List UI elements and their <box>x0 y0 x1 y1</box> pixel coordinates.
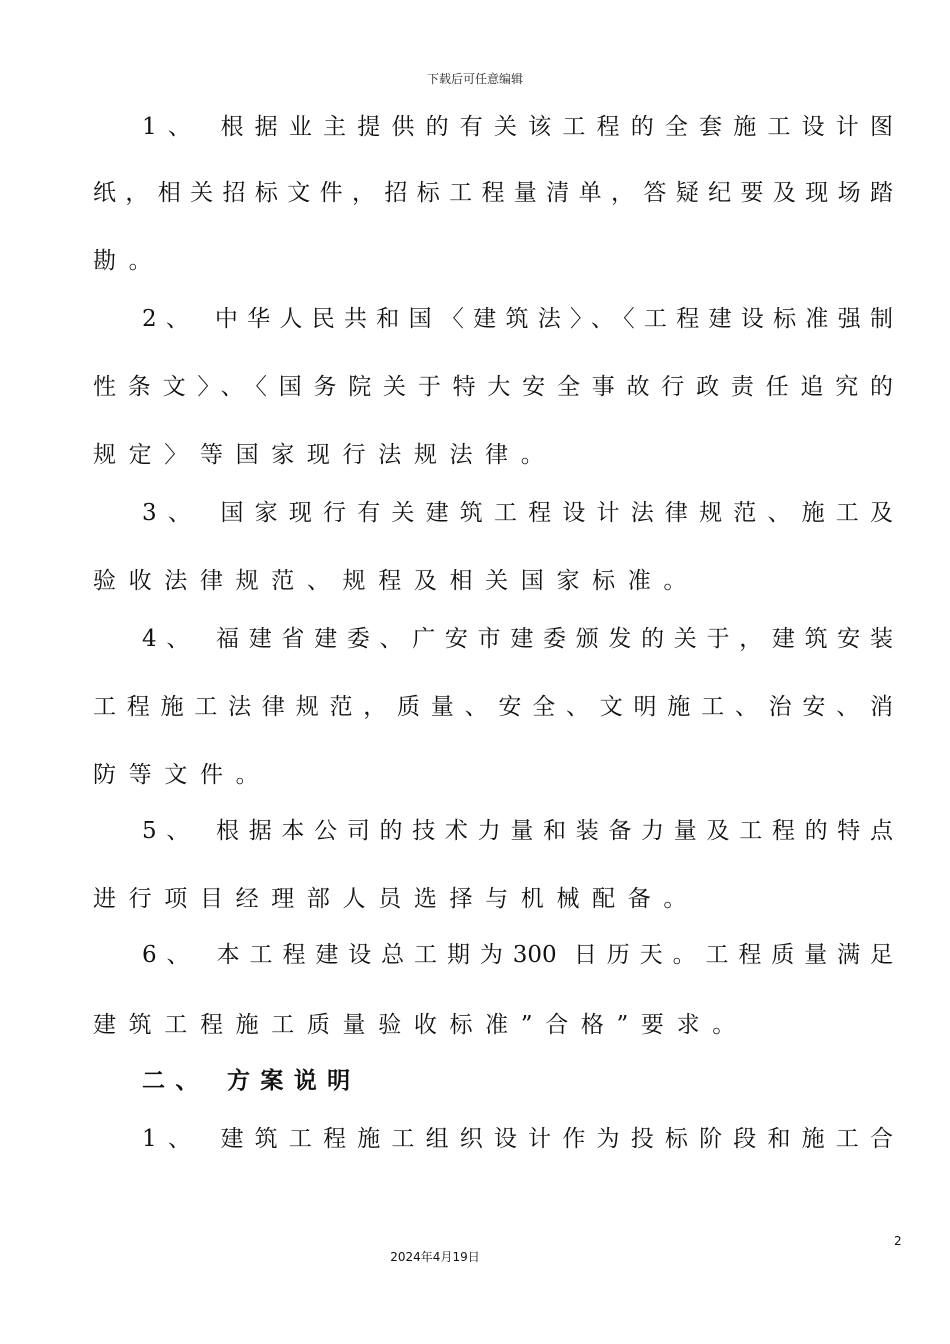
body-line: 6、 本工程建设总工期为300 日历天。工程质量满足 <box>142 942 893 968</box>
body-line: 2、 中华人民共和国〈建筑法〉、〈工程建设标准强制 <box>142 306 893 332</box>
page-footer-date: 2024年4月19日 <box>390 1250 480 1264</box>
body-line: 3、 国家现行有关建筑工程设计法律规范、施工及 <box>142 500 893 526</box>
body-line: 纸，相关招标文件，招标工程量清单，答疑纪要及现场踏 <box>93 180 893 206</box>
section-heading: 二、 方案说明 <box>142 1067 361 1094</box>
body-line: 勘。 <box>93 248 165 274</box>
body-line: 建筑工程施工质量验收标准”合格”要求。 <box>93 1012 748 1038</box>
body-line: 5、 根据本公司的技术力量和装备力量及工程的特点 <box>142 818 893 844</box>
body-line: 验收法律规范、规程及相关国家标准。 <box>93 568 700 594</box>
body-line: 性条文〉、〈国务院关于特大安全事故行政责任追究的 <box>93 374 893 400</box>
body-line: 工程施工法律规范，质量、安全、文明施工、治安、消 <box>93 694 893 720</box>
body-line: 4、 福建省建委、广安市建委颁发的关于，建筑安装 <box>142 626 893 652</box>
body-line: 进行项目经理部人员选择与机械配备。 <box>93 886 700 912</box>
page-header: 下载后可任意编辑 <box>426 72 523 86</box>
body-line: 规定〉等国家现行法规法律。 <box>93 442 557 468</box>
page-number: 2 <box>894 1234 902 1248</box>
body-line: 1、 建筑工程施工组织设计作为投标阶段和施工合 <box>142 1126 893 1152</box>
body-line: 1、 根据业主提供的有关该工程的全套施工设计图 <box>142 114 893 140</box>
body-line: 防等文件。 <box>93 762 272 788</box>
